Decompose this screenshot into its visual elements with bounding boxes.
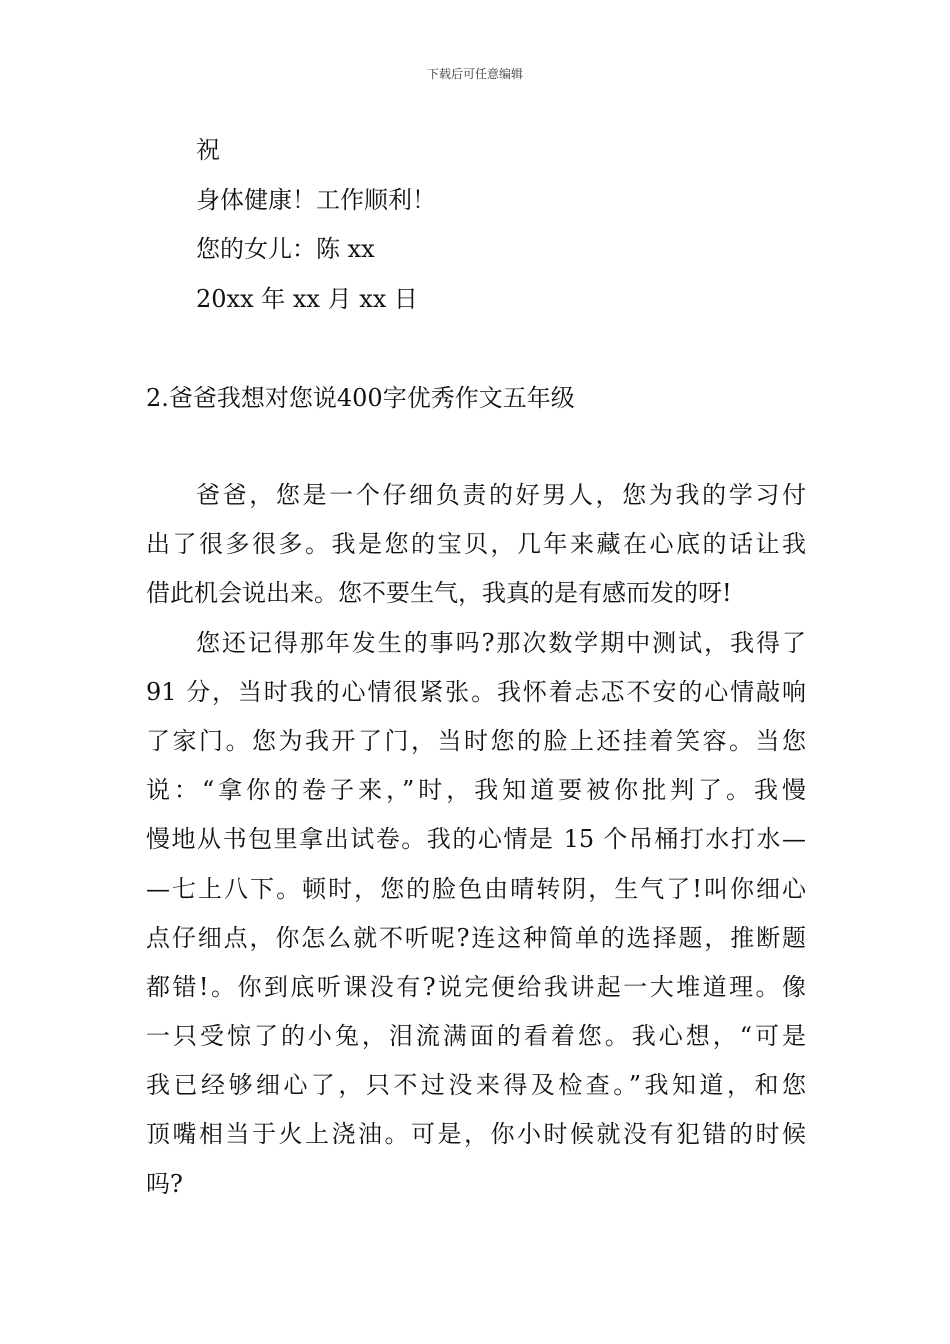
body-line: 了家门。您为我开了门，当时您的脸上还挂着笑容。当您 <box>146 726 806 755</box>
body-line: 慢地从书包里拿出试卷。我的心情是 15 个吊桶打水打水— <box>146 825 806 854</box>
letter-closing <box>196 126 836 324</box>
body-line: 一只受惊了的小兔，泪流满面的看着您。我心想，“可是 <box>146 1022 806 1051</box>
body-line: 点仔细点，你怎么就不听呢?连这种简单的选择题，推断题 <box>146 923 806 952</box>
closing-wishes: 身体健康！工作顺利！ <box>196 185 436 214</box>
body-line: 借此机会说出来。您不要生气，我真的是有感而发的呀! <box>146 579 732 608</box>
body-line: 爸爸，您是一个仔细负责的好男人，您为我的学习付 <box>196 481 806 509</box>
body-line: 顶嘴相当于火上浇油。可是，你小时候就没有犯错的时候 <box>146 1120 806 1149</box>
body-line: 都错!。你到底听课没有?说完便给我讲起一大堆道理。像 <box>146 972 806 1001</box>
page-header: 下载后可任意编辑 <box>426 67 523 81</box>
body-line: 我已经够细心了，只不过没来得及检查。”我知道，和您 <box>146 1071 806 1100</box>
body-line: 您还记得那年发生的事吗?那次数学期中测试，我得了 <box>196 628 806 657</box>
essay-body <box>146 471 806 1209</box>
body-line: 吗? <box>146 1169 183 1198</box>
body-line: —七上八下。顿时，您的脸色由晴转阴，生气了!叫你细心 <box>146 874 806 903</box>
closing-salutation: 祝 <box>196 136 220 164</box>
section-title: 2.爸爸我想对您说400字优秀作文五年级 <box>146 384 575 412</box>
body-line: 说：“拿你的卷子来，”时，我知道要被你批判了。我慢 <box>146 776 806 805</box>
body-line: 出了很多很多。我是您的宝贝，几年来藏在心底的话让我 <box>146 530 806 559</box>
body-line: 91 分，当时我的心情很紧张。我怀着忐忑不安的心情敲响 <box>146 677 806 706</box>
closing-signature: 您的女儿：陈 xx <box>196 235 375 263</box>
closing-date: 20xx 年 xx 月 xx 日 <box>196 284 418 313</box>
